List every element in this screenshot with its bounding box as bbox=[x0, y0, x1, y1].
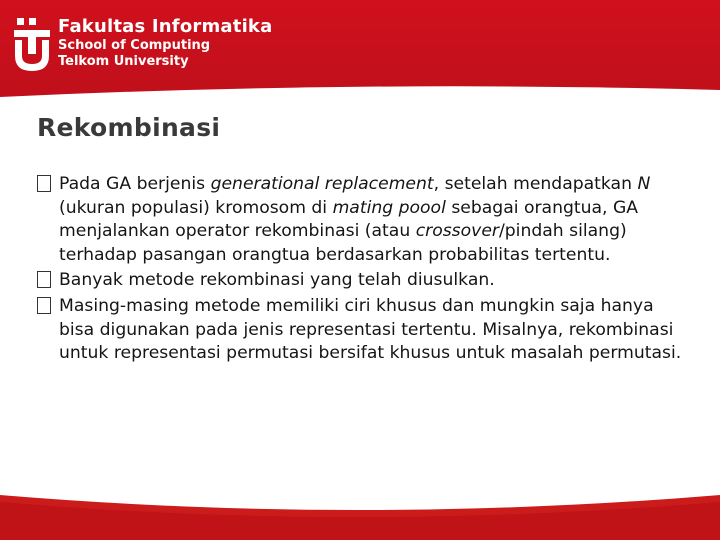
slide-title: Rekombinasi bbox=[37, 113, 221, 142]
header-bottom-curve bbox=[0, 80, 720, 97]
bullet-text: , setelah mendapatkan bbox=[433, 174, 638, 194]
bullet-text: sebagai orangtua, GA menjalankan operator rekombinasi (atau bbox=[59, 197, 639, 242]
bullet-text: /pindah silang) terhadap pasangan orangtua berdasarkan probabilitas tertentu. bbox=[59, 221, 627, 265]
bullet-item bbox=[37, 295, 687, 366]
slide-body bbox=[37, 173, 687, 368]
bullet-text: Masing-masing metode memiliki ciri khusus dan mungkin saja hanya bisa digunakan pada jenis representasi tertentu. Misalnya, rekombinasi untuk representasi permutasi bersifat khusus untuk masalah permutasi. bbox=[59, 295, 682, 364]
italic-term: N bbox=[637, 174, 651, 194]
school-name: School of Computing bbox=[58, 38, 211, 53]
bullet-text: Banyak metode rekombinasi yang telah diusulkan. bbox=[59, 270, 495, 291]
header-banner bbox=[0, 0, 720, 97]
bullet-item bbox=[37, 269, 687, 293]
bullet-text: Pada GA berjenis bbox=[59, 174, 211, 194]
square-bullet-icon bbox=[37, 297, 51, 314]
square-bullet-icon bbox=[37, 175, 51, 192]
bullet-text: (ukuran populasi) kromosom di bbox=[59, 197, 333, 218]
bullet-item bbox=[37, 173, 687, 267]
footer-wave bbox=[0, 490, 720, 540]
italic-term: mating poool bbox=[332, 197, 446, 218]
telkom-university-logo-icon bbox=[14, 16, 50, 72]
square-bullet-icon bbox=[37, 271, 51, 288]
university-name: Telkom University bbox=[58, 54, 189, 69]
italic-term: crossover bbox=[415, 221, 499, 242]
faculty-name: Fakultas Informatika bbox=[58, 16, 273, 37]
institution-block bbox=[58, 16, 272, 70]
italic-term: generational replacement bbox=[210, 174, 434, 194]
